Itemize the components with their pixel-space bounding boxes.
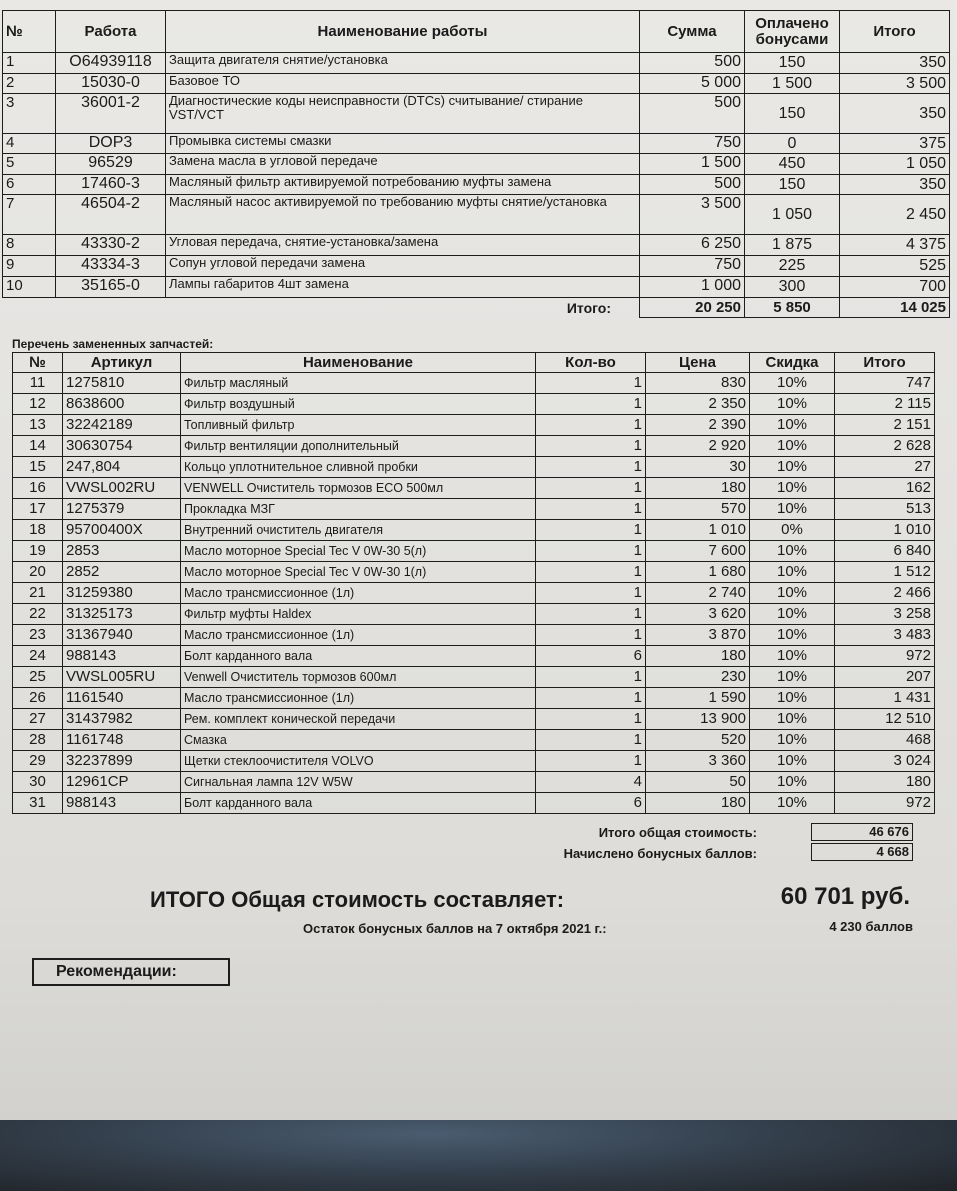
parts-header-qty: Кол-во xyxy=(536,353,646,373)
parts-cell-total: 972 xyxy=(835,646,935,667)
parts-cell-no: 31 xyxy=(13,793,63,814)
grand-total-value: 60 701 руб. xyxy=(780,883,910,910)
works-row xyxy=(3,277,950,298)
parts-row xyxy=(13,520,935,541)
works-cell-sum: 750 xyxy=(640,134,745,154)
parts-cell-name: Масло трансмиссионное (1л) xyxy=(181,688,536,709)
background-fabric xyxy=(0,1120,957,1191)
parts-cell-discount: 10% xyxy=(750,541,835,562)
parts-cell-no: 20 xyxy=(13,562,63,583)
works-cell-bonus: 150 xyxy=(745,94,840,134)
works-row xyxy=(3,175,950,195)
parts-cell-discount: 10% xyxy=(750,625,835,646)
parts-cell-price: 7 600 xyxy=(646,541,750,562)
parts-header-name: Наименование xyxy=(181,353,536,373)
parts-cell-no: 17 xyxy=(13,499,63,520)
parts-row xyxy=(13,541,935,562)
parts-cell-total: 2 466 xyxy=(835,583,935,604)
works-cell-sum: 1 500 xyxy=(640,154,745,175)
parts-row xyxy=(13,562,935,583)
works-row xyxy=(3,74,950,94)
parts-cell-qty: 6 xyxy=(536,793,646,814)
parts-cell-article: 31259380 xyxy=(63,583,181,604)
parts-cell-qty: 1 xyxy=(536,499,646,520)
works-cell-bonus: 0 xyxy=(745,134,840,154)
parts-header-no: № xyxy=(13,353,63,373)
parts-row xyxy=(13,646,935,667)
works-cell-bonus: 1 500 xyxy=(745,74,840,94)
parts-cell-total: 180 xyxy=(835,772,935,793)
works-total-bonus: 5 850 xyxy=(745,298,840,318)
parts-cell-qty: 1 xyxy=(536,667,646,688)
recommendations-label: Рекомендации: xyxy=(56,963,177,980)
parts-cell-article: 1275379 xyxy=(63,499,181,520)
parts-cell-name: Масло трансмиссионное (1л) xyxy=(181,625,536,646)
parts-cell-name: Фильтр масляный xyxy=(181,373,536,394)
parts-cell-total: 468 xyxy=(835,730,935,751)
parts-cell-discount: 10% xyxy=(750,646,835,667)
parts-cell-no: 26 xyxy=(13,688,63,709)
parts-cell-price: 830 xyxy=(646,373,750,394)
parts-cell-name: Масло моторное Special Tec V 0W-30 5(л) xyxy=(181,541,536,562)
works-cell-no: 2 xyxy=(3,74,56,94)
parts-row xyxy=(13,730,935,751)
works-cell-code: O64939118 xyxy=(56,53,166,74)
works-cell-name: Замена масла в угловой передаче xyxy=(166,154,640,175)
parts-cell-total: 972 xyxy=(835,793,935,814)
parts-cell-price: 180 xyxy=(646,478,750,499)
parts-cell-qty: 1 xyxy=(536,583,646,604)
parts-cell-qty: 1 xyxy=(536,709,646,730)
parts-cell-no: 27 xyxy=(13,709,63,730)
works-cell-sum: 6 250 xyxy=(640,235,745,256)
parts-row xyxy=(13,457,935,478)
works-cell-code: 46504-2 xyxy=(56,195,166,235)
parts-cell-no: 22 xyxy=(13,604,63,625)
works-cell-sum: 500 xyxy=(640,53,745,74)
parts-cell-article: 1275810 xyxy=(63,373,181,394)
parts-row xyxy=(13,709,935,730)
parts-cell-price: 2 740 xyxy=(646,583,750,604)
parts-cell-price: 13 900 xyxy=(646,709,750,730)
parts-cell-discount: 10% xyxy=(750,793,835,814)
works-cell-total: 1 050 xyxy=(840,154,950,175)
works-cell-code: 15030-0 xyxy=(56,74,166,94)
parts-cell-article: 31367940 xyxy=(63,625,181,646)
parts-cell-total: 3 258 xyxy=(835,604,935,625)
parts-cell-total: 2 151 xyxy=(835,415,935,436)
works-cell-total: 3 500 xyxy=(840,74,950,94)
parts-cell-qty: 1 xyxy=(536,457,646,478)
parts-cell-price: 230 xyxy=(646,667,750,688)
parts-cell-discount: 10% xyxy=(750,688,835,709)
parts-cell-total: 747 xyxy=(835,373,935,394)
parts-cell-discount: 10% xyxy=(750,478,835,499)
works-cell-sum: 500 xyxy=(640,94,745,134)
works-row xyxy=(3,53,950,74)
works-cell-code: 17460-3 xyxy=(56,175,166,195)
parts-cell-discount: 10% xyxy=(750,751,835,772)
parts-cell-no: 15 xyxy=(13,457,63,478)
parts-cell-article: 32242189 xyxy=(63,415,181,436)
works-header-paid-bonus: Оплачено бонусами xyxy=(745,11,840,53)
parts-cell-article: 30630754 xyxy=(63,436,181,457)
works-cell-total: 350 xyxy=(840,175,950,195)
works-cell-name: Базовое ТО xyxy=(166,74,640,94)
works-cell-no: 1 xyxy=(3,53,56,74)
parts-cell-qty: 1 xyxy=(536,688,646,709)
parts-cell-name: Фильтр вентиляции дополнительный xyxy=(181,436,536,457)
parts-cell-discount: 10% xyxy=(750,604,835,625)
works-cell-code: 35165-0 xyxy=(56,277,166,298)
parts-cell-qty: 1 xyxy=(536,478,646,499)
parts-cell-article: 988143 xyxy=(63,793,181,814)
parts-cell-article: 247,804 xyxy=(63,457,181,478)
parts-cell-name: Болт карданного вала xyxy=(181,646,536,667)
works-cell-no: 5 xyxy=(3,154,56,175)
parts-cell-article: 31325173 xyxy=(63,604,181,625)
parts-cell-name: Топливный фильтр xyxy=(181,415,536,436)
parts-total-cost-label: Итого общая стоимость: xyxy=(598,825,757,840)
works-cell-total: 525 xyxy=(840,256,950,277)
parts-cell-article: VWSL002RU xyxy=(63,478,181,499)
parts-cell-name: Сигнальная лампа 12V W5W xyxy=(181,772,536,793)
parts-row xyxy=(13,415,935,436)
parts-cell-price: 1 680 xyxy=(646,562,750,583)
parts-cell-name: Прокладка МЗГ xyxy=(181,499,536,520)
works-cell-no: 3 xyxy=(3,94,56,134)
parts-cell-name: Смазка xyxy=(181,730,536,751)
works-cell-bonus: 1 050 xyxy=(745,195,840,235)
parts-row xyxy=(13,499,935,520)
parts-header-price: Цена xyxy=(646,353,750,373)
parts-cell-price: 180 xyxy=(646,793,750,814)
parts-row xyxy=(13,772,935,793)
parts-row xyxy=(13,373,935,394)
parts-cell-discount: 10% xyxy=(750,373,835,394)
works-cell-no: 10 xyxy=(3,277,56,298)
parts-cell-discount: 10% xyxy=(750,667,835,688)
works-cell-name: Масляный насос активируемой по требованию муфты снятие/установка xyxy=(166,195,640,235)
parts-cell-discount: 10% xyxy=(750,730,835,751)
parts-cell-price: 2 920 xyxy=(646,436,750,457)
parts-cell-total: 1 431 xyxy=(835,688,935,709)
parts-cell-discount: 10% xyxy=(750,499,835,520)
parts-cell-total: 162 xyxy=(835,478,935,499)
parts-cell-qty: 1 xyxy=(536,751,646,772)
parts-row xyxy=(13,793,935,814)
parts-cell-discount: 10% xyxy=(750,436,835,457)
parts-header-row xyxy=(13,353,935,373)
parts-cell-total: 513 xyxy=(835,499,935,520)
works-header-code: Работа xyxy=(56,11,166,53)
works-header-sum: Сумма xyxy=(640,11,745,53)
works-cell-code: 36001-2 xyxy=(56,94,166,134)
works-cell-code: 96529 xyxy=(56,154,166,175)
parts-cell-no: 13 xyxy=(13,415,63,436)
parts-cell-price: 50 xyxy=(646,772,750,793)
parts-cell-no: 19 xyxy=(13,541,63,562)
works-cell-bonus: 150 xyxy=(745,53,840,74)
works-header-total: Итого xyxy=(840,11,950,53)
works-cell-total: 700 xyxy=(840,277,950,298)
parts-cell-discount: 10% xyxy=(750,772,835,793)
parts-cell-total: 3 483 xyxy=(835,625,935,646)
parts-cell-total: 207 xyxy=(835,667,935,688)
parts-cell-name: Фильтр муфты Haldex xyxy=(181,604,536,625)
parts-row xyxy=(13,436,935,457)
parts-cell-no: 30 xyxy=(13,772,63,793)
works-cell-name: Угловая передача, снятие-установка/замена xyxy=(166,235,640,256)
parts-cell-no: 14 xyxy=(13,436,63,457)
works-cell-no: 6 xyxy=(3,175,56,195)
works-cell-name: Защита двигателя снятие/установка xyxy=(166,53,640,74)
parts-cell-name: Масло трансмиссионное (1л) xyxy=(181,583,536,604)
works-cell-no: 7 xyxy=(3,195,56,235)
parts-cell-no: 24 xyxy=(13,646,63,667)
works-row xyxy=(3,195,950,235)
recommendations-box xyxy=(32,958,230,986)
parts-cell-name: Venwell Очиститель тормозов 600мл xyxy=(181,667,536,688)
parts-cell-price: 30 xyxy=(646,457,750,478)
parts-cell-price: 3 360 xyxy=(646,751,750,772)
parts-cell-article: 31437982 xyxy=(63,709,181,730)
parts-row xyxy=(13,625,935,646)
parts-cell-article: 2852 xyxy=(63,562,181,583)
works-cell-total: 375 xyxy=(840,134,950,154)
parts-cell-no: 28 xyxy=(13,730,63,751)
parts-cell-name: Масло моторное Special Tec V 0W-30 1(л) xyxy=(181,562,536,583)
works-cell-total: 4 375 xyxy=(840,235,950,256)
parts-header-article: Артикул xyxy=(63,353,181,373)
works-cell-bonus: 225 xyxy=(745,256,840,277)
parts-cell-no: 12 xyxy=(13,394,63,415)
parts-cell-qty: 1 xyxy=(536,520,646,541)
works-cell-no: 8 xyxy=(3,235,56,256)
parts-cell-qty: 1 xyxy=(536,625,646,646)
parts-cell-no: 18 xyxy=(13,520,63,541)
works-table xyxy=(2,10,950,318)
parts-bonus-value: 4 668 xyxy=(811,843,913,861)
parts-cell-article: 95700400X xyxy=(63,520,181,541)
parts-cell-qty: 1 xyxy=(536,394,646,415)
works-cell-total: 350 xyxy=(840,94,950,134)
works-total-total: 14 025 xyxy=(840,298,950,318)
parts-cell-discount: 10% xyxy=(750,415,835,436)
parts-cell-no: 23 xyxy=(13,625,63,646)
parts-cell-price: 1 590 xyxy=(646,688,750,709)
works-cell-total: 350 xyxy=(840,53,950,74)
works-total-label: Итого: xyxy=(566,299,611,316)
works-row xyxy=(3,134,950,154)
works-cell-sum: 750 xyxy=(640,256,745,277)
works-cell-code: DOP3 xyxy=(56,134,166,154)
works-cell-no: 4 xyxy=(3,134,56,154)
parts-cell-total: 12 510 xyxy=(835,709,935,730)
parts-cell-no: 25 xyxy=(13,667,63,688)
parts-cell-name: Болт карданного вала xyxy=(181,793,536,814)
works-total-row xyxy=(3,298,950,318)
parts-cell-price: 520 xyxy=(646,730,750,751)
works-row xyxy=(3,154,950,175)
parts-cell-qty: 1 xyxy=(536,373,646,394)
parts-cell-price: 570 xyxy=(646,499,750,520)
works-total-sum: 20 250 xyxy=(640,298,745,318)
works-cell-sum: 1 000 xyxy=(640,277,745,298)
parts-cell-total: 2 115 xyxy=(835,394,935,415)
parts-header-discount: Скидка xyxy=(750,353,835,373)
parts-cell-discount: 10% xyxy=(750,562,835,583)
parts-cell-qty: 4 xyxy=(536,772,646,793)
parts-cell-price: 2 390 xyxy=(646,415,750,436)
parts-cell-total: 27 xyxy=(835,457,935,478)
parts-cell-no: 29 xyxy=(13,751,63,772)
works-cell-bonus: 450 xyxy=(745,154,840,175)
works-header-name: Наименование работы xyxy=(166,11,640,53)
works-cell-name: Диагностические коды неисправности (DTCs) считывание/ стирание VST/VCT xyxy=(166,94,640,134)
grand-total-label: ИТОГО Общая стоимость составляет: xyxy=(150,887,565,912)
parts-cell-no: 21 xyxy=(13,583,63,604)
works-cell-name: Масляный фильтр активируемой потребованию муфты замена xyxy=(166,175,640,195)
parts-cell-discount: 10% xyxy=(750,583,835,604)
parts-cell-total: 6 840 xyxy=(835,541,935,562)
parts-row xyxy=(13,604,935,625)
works-cell-sum: 5 000 xyxy=(640,74,745,94)
parts-cell-article: 1161748 xyxy=(63,730,181,751)
parts-cell-discount: 0% xyxy=(750,520,835,541)
works-cell-total: 2 450 xyxy=(840,195,950,235)
parts-cell-name: Рем. комплект конической передачи xyxy=(181,709,536,730)
parts-cell-total: 1 512 xyxy=(835,562,935,583)
parts-cell-article: 32237899 xyxy=(63,751,181,772)
works-cell-sum: 3 500 xyxy=(640,195,745,235)
works-cell-bonus: 150 xyxy=(745,175,840,195)
parts-cell-article: 12961CP xyxy=(63,772,181,793)
parts-cell-total: 1 010 xyxy=(835,520,935,541)
parts-cell-name: Кольцо уплотнительное сливной пробки xyxy=(181,457,536,478)
works-cell-bonus: 300 xyxy=(745,277,840,298)
works-header-no: № xyxy=(3,11,56,53)
parts-cell-price: 180 xyxy=(646,646,750,667)
parts-row xyxy=(13,688,935,709)
parts-cell-qty: 6 xyxy=(536,646,646,667)
works-cell-code: 43330-2 xyxy=(56,235,166,256)
works-header-row xyxy=(3,11,950,53)
works-cell-name: Промывка системы смазки xyxy=(166,134,640,154)
parts-cell-total: 3 024 xyxy=(835,751,935,772)
parts-cell-price: 2 350 xyxy=(646,394,750,415)
parts-cell-name: Щетки стеклоочистителя VOLVO xyxy=(181,751,536,772)
parts-row xyxy=(13,478,935,499)
works-cell-sum: 500 xyxy=(640,175,745,195)
parts-cell-qty: 1 xyxy=(536,541,646,562)
works-row xyxy=(3,235,950,256)
parts-bonus-label: Начислено бонусных баллов: xyxy=(563,846,757,861)
works-row xyxy=(3,94,950,134)
works-cell-bonus: 1 875 xyxy=(745,235,840,256)
parts-cell-qty: 1 xyxy=(536,436,646,457)
works-cell-code: 43334-3 xyxy=(56,256,166,277)
parts-cell-name: Внутренний очиститель двигателя xyxy=(181,520,536,541)
parts-row xyxy=(13,394,935,415)
works-cell-no: 9 xyxy=(3,256,56,277)
parts-cell-discount: 10% xyxy=(750,457,835,478)
parts-cell-discount: 10% xyxy=(750,709,835,730)
parts-cell-price: 3 620 xyxy=(646,604,750,625)
parts-cell-price: 1 010 xyxy=(646,520,750,541)
parts-cell-price: 3 870 xyxy=(646,625,750,646)
parts-cell-total: 2 628 xyxy=(835,436,935,457)
bonus-rest-value: 4 230 баллов xyxy=(829,919,913,934)
parts-cell-article: 8638600 xyxy=(63,394,181,415)
parts-cell-name: VENWELL Очиститель тормозов ECO 500мл xyxy=(181,478,536,499)
parts-cell-article: 1161540 xyxy=(63,688,181,709)
parts-table xyxy=(12,352,935,814)
parts-header-total: Итого xyxy=(835,353,935,373)
works-cell-name: Лампы габаритов 4шт замена xyxy=(166,277,640,298)
parts-cell-article: 988143 xyxy=(63,646,181,667)
parts-total-cost-value: 46 676 xyxy=(811,823,913,841)
works-cell-name: Сопун угловой передачи замена xyxy=(166,256,640,277)
parts-cell-article: 2853 xyxy=(63,541,181,562)
parts-cell-qty: 1 xyxy=(536,604,646,625)
parts-caption: Перечень замененных запчастей: xyxy=(12,337,214,351)
parts-row xyxy=(13,667,935,688)
bonus-rest-label: Остаток бонусных баллов на 7 октября 2021 г.: xyxy=(303,921,607,936)
parts-cell-qty: 1 xyxy=(536,562,646,583)
parts-row xyxy=(13,751,935,772)
parts-cell-no: 11 xyxy=(13,373,63,394)
parts-cell-article: VWSL005RU xyxy=(63,667,181,688)
parts-row xyxy=(13,583,935,604)
parts-cell-no: 16 xyxy=(13,478,63,499)
works-row xyxy=(3,256,950,277)
parts-cell-qty: 1 xyxy=(536,730,646,751)
parts-cell-qty: 1 xyxy=(536,415,646,436)
parts-cell-name: Фильтр воздушный xyxy=(181,394,536,415)
parts-cell-discount: 10% xyxy=(750,394,835,415)
